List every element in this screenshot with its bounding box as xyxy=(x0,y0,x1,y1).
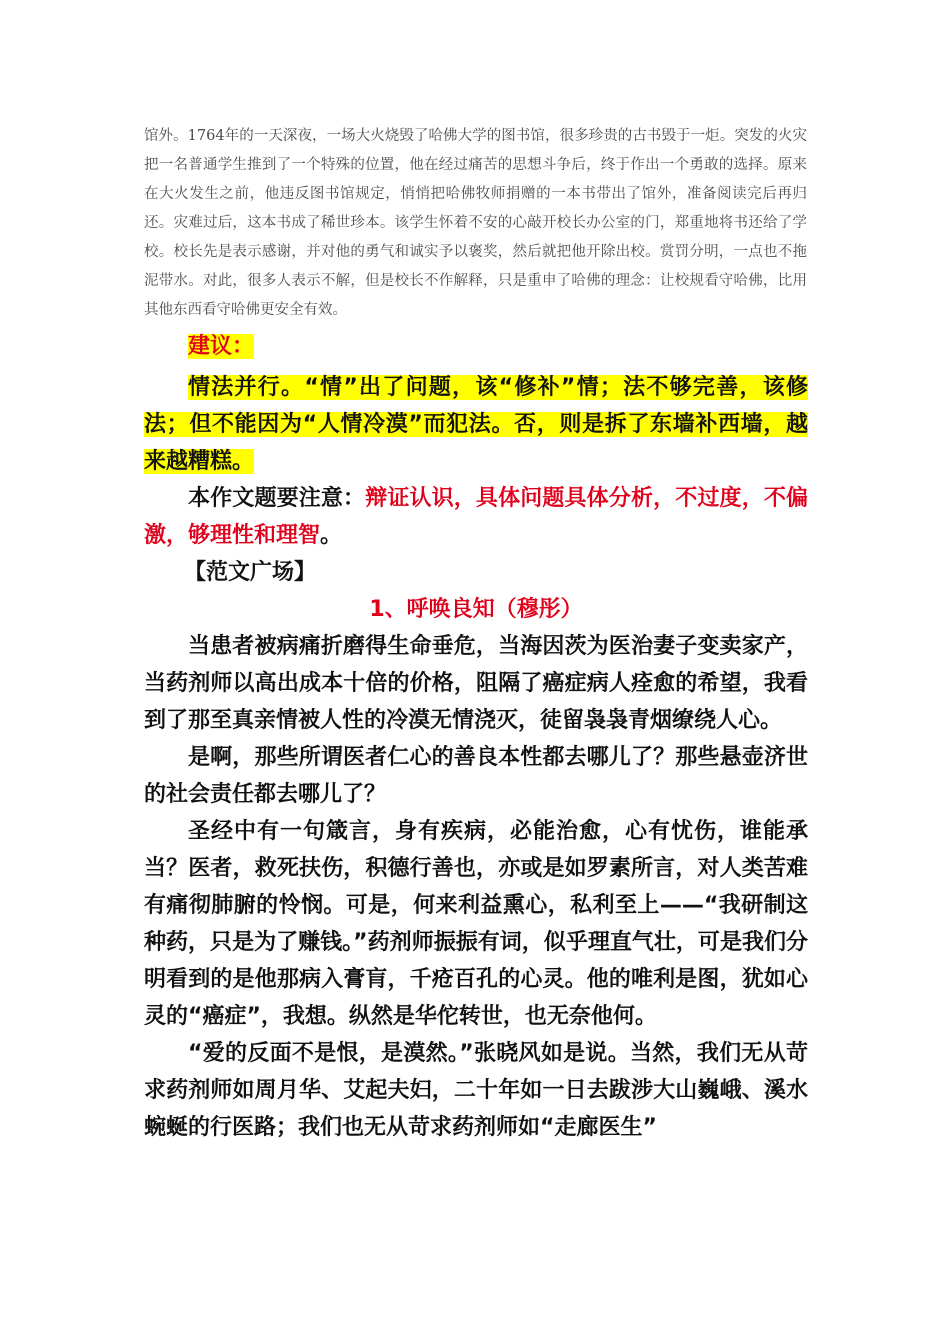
note-suffix: 。 xyxy=(320,523,343,548)
essay-title: 1、呼唤良知（穆彤） xyxy=(369,597,583,622)
suggestion-text: 情法并行。“情”出了问题，该“修补”情；法不够完善，该修法；但不能因为“人情冷漠”而犯法。否，则是拆了东墙补西墙，越来越糟糕。 xyxy=(144,375,808,474)
essay-paragraph-3: 圣经中有一句箴言，身有疾病，必能治愈，心有忧伤，谁能承当？医者，救死扶伤，积德行善也，亦或是如罗素所言，对人类苦难有痛彻肺腑的怜悯。可是，何来利益熏心，私利至上——“我研制这种药，只是为了赚钱。”药剂师振振有词，似乎理直气壮，可是我们分明看到的是他那病入膏肓，千疮百孔的心灵。他的唯利是图，犹如心灵的“癌症”，我想。纵然是华佗转世，也无奈他何。 xyxy=(144,819,808,1029)
note-prefix: 本作文题要注意： xyxy=(188,486,366,511)
note-emphasis: 辩证认识，具体问题具体分析，不过度，不偏激，够理性和理智 xyxy=(144,486,808,548)
suggestion-label-line xyxy=(144,328,808,365)
intro-paragraph: 馆外。1764年的一天深夜，一场大火烧毁了哈佛大学的图书馆，很多珍贵的古书毁于一炬。突发的火灾把一名普通学生推到了一个特殊的位置，他在经过痛苦的思想斗争后，终于作出一个勇敢的选择。原来在大火发生之前，他违反图书馆规定，悄悄把哈佛牧师捐赠的一本书带出了馆外，准备阅读完后再归还。灾难过后，这本书成了稀世珍本。该学生怀着不安的心敲开校长办公室的门，郑重地将书还给了学校。校长先是表示感谢，并对他的勇气和诚实予以褒奖，然后就把他开除出校。赏罚分明，一点也不拖泥带水。对此，很多人表示不解，但是校长不作解释，只是重申了哈佛的理念：让校规看守哈佛，比用其他东西看守哈佛更安全有效。 xyxy=(144,128,807,318)
suggestion-label: 建议： xyxy=(188,334,255,359)
note-paragraph xyxy=(144,480,808,554)
essay-paragraph-2: 是啊，那些所谓医者仁心的善良本性都去哪儿了？那些悬壶济世的社会责任都去哪儿了？ xyxy=(144,745,808,807)
section-header: 【范文广场】 xyxy=(184,560,317,585)
suggestion-paragraph xyxy=(144,369,808,480)
essay-paragraph-4: “爱的反面不是恨，是漠然。”张晓风如是说。当然，我们无从苛求药剂师如周月华、艾起夫妇，二十年如一日去跋涉大山巍峨、溪水蜿蜒的行医路；我们也无从苛求药剂师如“走廊医生” xyxy=(144,1041,808,1140)
main-content xyxy=(144,328,808,1146)
essay-paragraph-1: 当患者被病痛折磨得生命垂危，当海因茨为医治妻子变卖家产，当药剂师以高出成本十倍的价格，阻隔了癌症病人痊愈的希望，我看到了那至真亲情被人性的冷漠无情浇灭，徒留袅袅青烟缭绕人心。 xyxy=(144,634,808,733)
